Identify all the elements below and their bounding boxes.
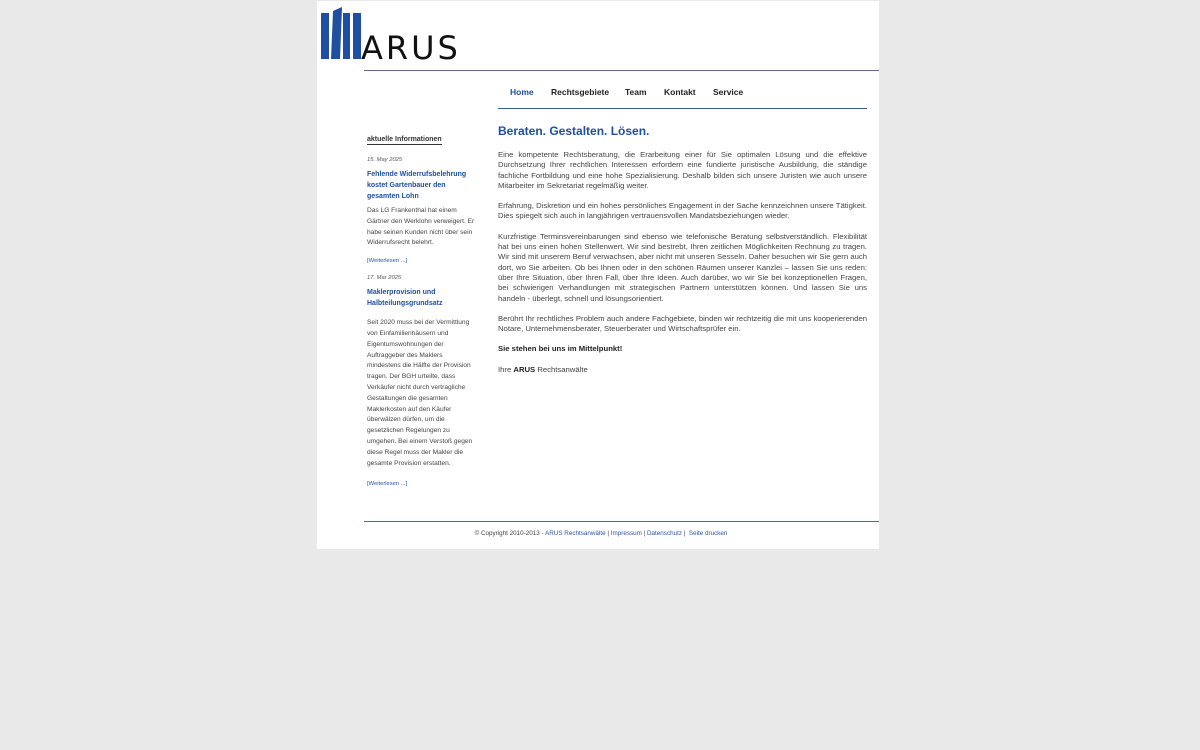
tagline: Sie stehen bei uns im Mittelpunkt! [498,344,623,354]
news-title-link[interactable]: Fehlende Widerrufsbelehrung kostet Gartenbauer den gesamten Lohn [367,171,467,200]
nav-rechtsgebiete[interactable]: Rechtsgebiete [551,87,610,97]
news-title-link[interactable]: Maklerprovision und Halbteilungsgrundsatz [367,289,443,308]
read-more-link[interactable]: [Weiterlesen ...] [367,258,408,265]
footer-link-datenschutz[interactable]: Datenschutz [647,530,683,537]
paragraph: Berührt Ihr rechtliches Problem auch andere Fachgebiete, binden wir rechtzeitig die mit uns kooperierenden Notare, Unternehmensberater, Steuerberater und Wirtschaftsprüfer ein. [498,313,867,334]
read-more-link[interactable]: [Weiterlesen ...] [367,481,408,488]
main-nav [498,81,867,109]
sidebar-heading: aktuelle Informationen [367,136,442,143]
copyright-text: © Copyright 2010-2013 - [474,530,544,537]
news-date: 17. Mar 2025 [367,275,402,282]
news-sidebar [367,128,475,490]
footer-link-impressum[interactable]: Impressum [610,530,642,537]
footer-link-arus[interactable]: ARUS Rechtsanwälte [545,530,606,537]
news-item [367,157,475,267]
paragraph: Kurzfristige Terminsvereinbarungen sind ebenso wie telefonische Beratung selbstverständlich. Flexibilität hat bei uns einen hohen Stellenwert. Wir sind bestrebt, Ihren zeitlichen Möglichkeiten Rechnung zu tragen. Wir sind mit unserem Beruf verwachsen, aber nicht mit unseren Sesseln. Daher besuchen wir Sie gern auch dort, wo Sie arbeiten. Ob bei Ihnen oder in den schönen Räumen unserer Kanzlei – lassen Sie uns reden: über Ihre Situation, über Ihren Fall, über Ihre Ideen. Auch darüber, wo wir Sie bei konzeptionellen Fragen, bei schwierigen Verhandlungen mit strategischen Partnern unterstützen können. Und lassen Sie uns handeln - überlegt, schnell und lösungsorientiert. [498,231,867,303]
nav-kontakt[interactable]: Kontakt [664,87,696,97]
news-body: Seit 2020 muss bei der Vermittlung von Einfamilienhäusern und Eigentumswohnungen der Auftraggeber des Maklers mindestens die Hälfte der Provision tragen. Der BGH urteilte, dass Verkäufer nicht durch vertragliche Gestaltungen die gesamten Maklerkosten auf den Käufer überwälzen dürfen, um die gesetzlichen Regelungen zu umgehen. Bei einem Verstoß gegen diese Regel muss der Makler die gesamte Provision erstatten. [367,319,473,467]
footer-link-print[interactable]: Seite drucken [688,530,728,537]
signoff-suffix: Rechtsanwälte [537,364,588,374]
nav-home[interactable]: Home [510,87,534,97]
footer: © Copyright 2010-2013 - ARUS Rechtsanwälte | Impressum | Datenschutz | Seite drucken [474,530,728,537]
news-item [367,275,475,490]
footer-divider [364,521,879,522]
paragraph: Erfahrung, Diskretion und ein hohes persönliches Engagement in der Sache kennzeichnen unsere Tätigkeit. Dies spiegelt sich auch in langjährigen vertrauensvollen Mandatsbeziehungen wieder. [498,201,867,221]
logo-text: ARUS [361,29,461,67]
paragraph: Eine kompetente Rechtsberatung, die Erarbeitung einer für Sie optimalen Lösung und die effektive Durchsetzung Ihrer rechtlichen Interessen erfordern eine fundierte juristische Ausbildung, die ständige fachliche Fortbildung und eine hohe Spezialisierung. Deshalb bilden sich unsere Juristen wie auch unsere Mitarbeiter im Sekretariat regelmäßig weiter. [498,150,867,190]
logo-bars-icon [321,7,363,61]
signoff [498,365,867,375]
main-content [498,124,867,385]
signoff-brand: ARUS [513,364,536,374]
page-title: Beraten. Gestalten. Lösen. [498,124,650,138]
news-body: Das LG Frankenthal hat einem Gärtner den Werklohn verweigert. Er habe seinen Kunden nicht über sein Widerrufsrecht belehrt. [367,207,475,247]
nav-service[interactable]: Service [713,87,744,97]
news-date: 15. May 2025 [367,157,403,163]
header-divider [364,70,879,71]
signoff-prefix: Ihre [498,364,512,374]
logo[interactable] [321,7,481,67]
nav-team[interactable]: Team [625,87,647,97]
page-container [317,1,879,549]
